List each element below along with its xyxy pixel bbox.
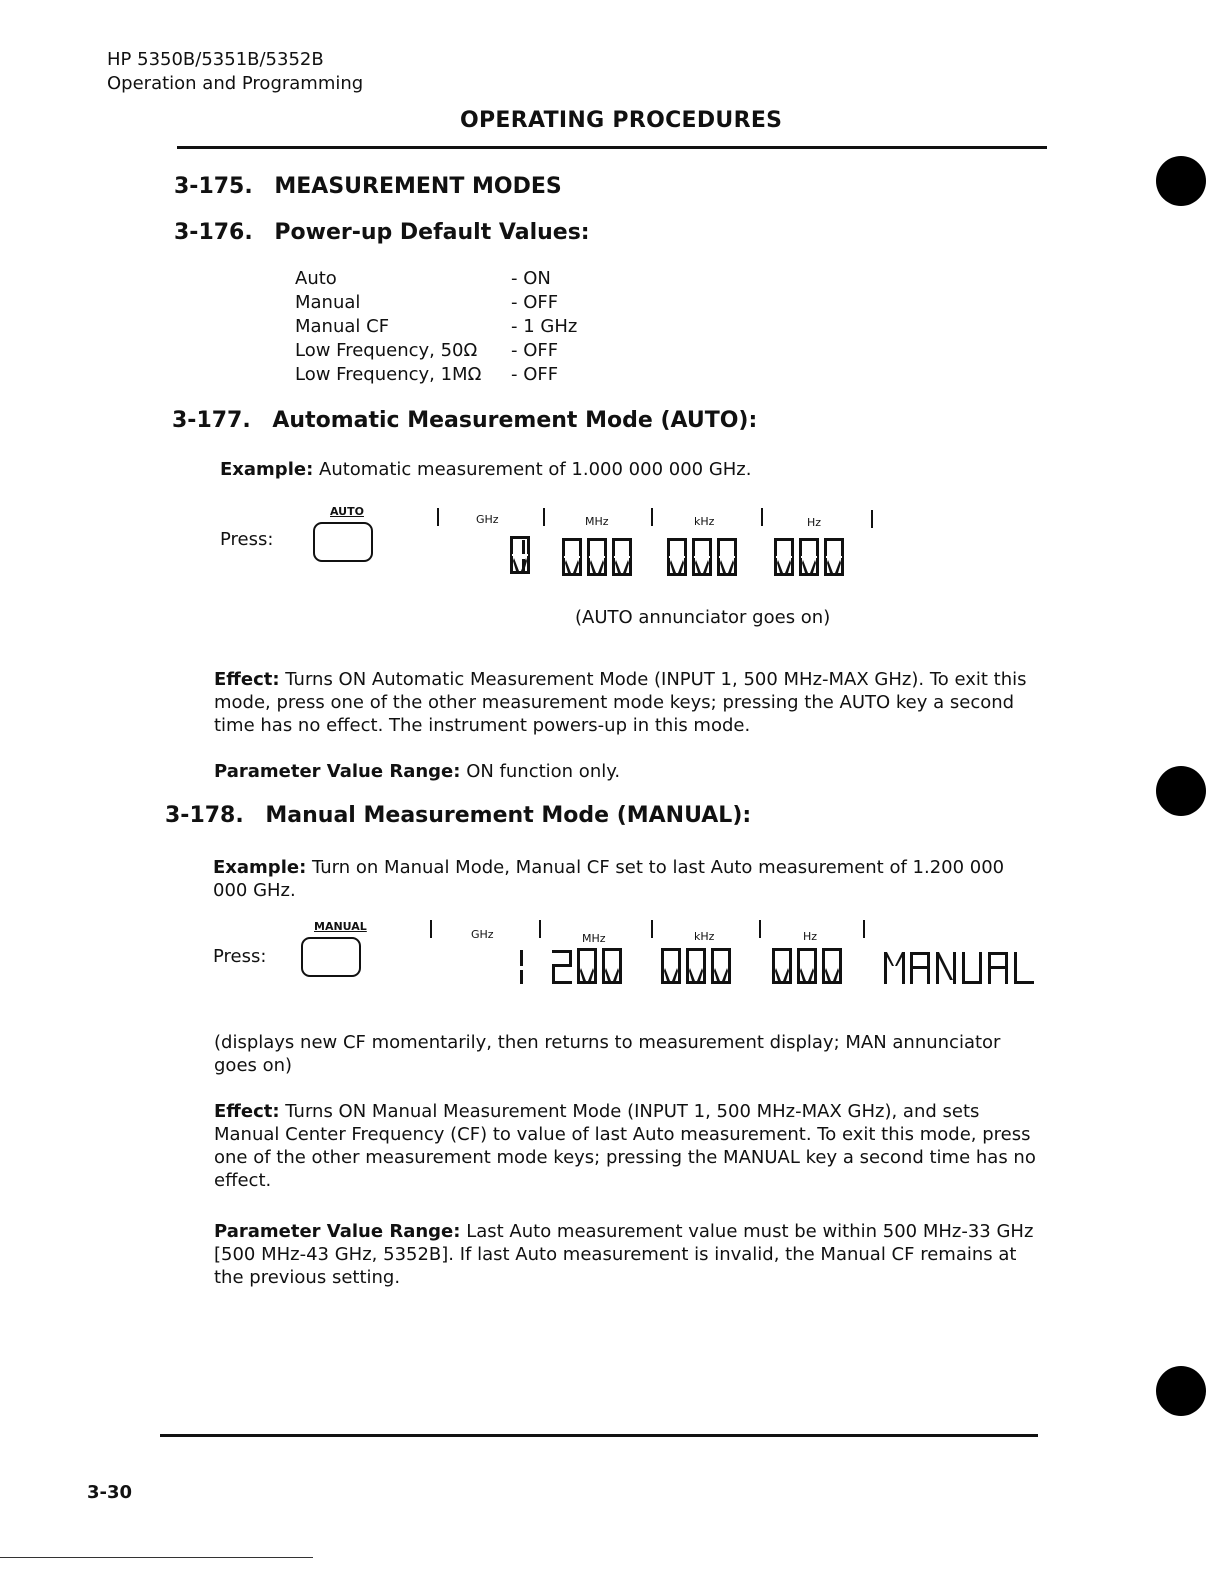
unit-label: MHz	[585, 515, 609, 528]
s175-title: MEASUREMENT MODES	[274, 174, 562, 199]
unit-label: kHz	[694, 930, 715, 943]
s178-heading	[165, 803, 751, 828]
press-label: Press:	[213, 946, 267, 967]
section-heading: OPERATING PROCEDURES	[460, 108, 783, 133]
display-separator	[871, 510, 873, 528]
example-text: Automatic measurement of 1.000 000 000 GHz.	[319, 459, 752, 480]
default-value: - OFF	[511, 340, 559, 361]
default-value: - OFF	[511, 364, 559, 385]
effect-text: Turns ON Automatic Measurement Mode (INPUT 1, 500 MHz-MAX GHz). To exit this mode, press one of the other measurement mode keys; pressing the AUTO key a second time has no effect. The instrument powers-up in this mode.	[214, 669, 1027, 736]
default-label: Auto	[295, 268, 337, 289]
default-label: Manual CF	[295, 316, 390, 337]
s175-number: 3-175.	[174, 174, 253, 199]
range-label: Parameter Value Range:	[214, 761, 461, 782]
s178-effect	[214, 1100, 1044, 1192]
example-text: Turn on Manual Mode, Manual CF set to last Auto measurement of 1.200 000 000 GHz.	[213, 857, 1005, 901]
effect-label: Effect:	[214, 1101, 280, 1122]
doc-model: HP 5350B/5351B/5352B	[107, 49, 324, 70]
manual-display-text	[508, 948, 509, 949]
s177-effect	[214, 668, 1044, 737]
auto-caption: (AUTO annunciator goes on)	[575, 607, 831, 628]
display-separator	[430, 920, 432, 938]
display-separator	[863, 920, 865, 938]
display-separator	[651, 508, 653, 526]
default-label: Manual	[295, 292, 361, 313]
s178-title: Manual Measurement Mode (MANUAL):	[265, 803, 752, 828]
example-label: Example:	[220, 459, 314, 480]
default-label: Low Frequency, 1MΩ	[295, 364, 482, 385]
s176-title: Power-up Default Values:	[274, 220, 590, 245]
bottom-scan-line	[0, 1557, 313, 1558]
range-label: Parameter Value Range:	[214, 1221, 461, 1242]
default-value: - ON	[511, 268, 551, 289]
manual-key-label: MANUAL	[314, 920, 367, 933]
auto-key[interactable]	[313, 522, 373, 562]
range-text: ON function only.	[466, 761, 621, 782]
binder-hole-middle	[1156, 766, 1206, 816]
s177-heading	[172, 408, 757, 433]
s177-title: Automatic Measurement Mode (AUTO):	[272, 408, 758, 433]
display-separator	[651, 920, 653, 938]
page-number: 3-30	[87, 1482, 133, 1503]
default-label: Low Frequency, 50Ω	[295, 340, 478, 361]
auto-key-label: AUTO	[330, 505, 364, 518]
s175-heading	[174, 174, 562, 199]
display-separator	[539, 920, 541, 938]
unit-label: GHz	[476, 513, 499, 526]
s178-number: 3-178.	[165, 803, 244, 828]
press-label: Press:	[220, 529, 274, 550]
header-rule	[177, 146, 1047, 149]
default-value: - OFF	[511, 292, 559, 313]
unit-label: Hz	[807, 516, 822, 529]
display-separator	[437, 508, 439, 526]
s177-range	[214, 760, 620, 783]
auto-display-text	[510, 536, 511, 537]
binder-hole-top	[1156, 156, 1206, 206]
display-separator	[543, 508, 545, 526]
unit-label: MHz	[582, 932, 606, 945]
manual-lcd-display	[508, 948, 1038, 988]
display-separator	[761, 508, 763, 526]
default-value: - 1 GHz	[511, 316, 578, 337]
effect-label: Effect:	[214, 669, 280, 690]
s177-number: 3-177.	[172, 408, 251, 433]
example-label: Example:	[213, 857, 307, 878]
doc-subtitle: Operation and Programming	[107, 73, 364, 94]
display-separator	[759, 920, 761, 938]
s178-example	[213, 856, 1043, 902]
binder-hole-bottom	[1156, 1366, 1206, 1416]
auto-lcd-display	[510, 536, 870, 580]
manual-key[interactable]	[301, 937, 361, 977]
footer-rule	[160, 1434, 1038, 1437]
effect-text: Turns ON Manual Measurement Mode (INPUT 1, 500 MHz-MAX GHz), and sets Manual Center Frequency (CF) to value of last Auto measurement. To exit this mode, press one of the other measurement mode keys; pressing the MANUAL key a second time has no effect.	[214, 1101, 1036, 1191]
s176-number: 3-176.	[174, 220, 253, 245]
unit-label: GHz	[471, 928, 494, 941]
s177-example	[220, 458, 751, 481]
s176-heading	[174, 220, 590, 245]
s178-range	[214, 1220, 1044, 1289]
range-text: Last Auto measurement value must be within 500 MHz-33 GHz [500 MHz-43 GHz, 5352B]. If last Auto measurement is invalid, the Manual CF remains at the previous setting.	[214, 1221, 1034, 1288]
manual-caption: (displays new CF momentarily, then returns to measurement display; MAN annunciator goes on)	[214, 1032, 1001, 1076]
unit-label: Hz	[803, 930, 818, 943]
unit-label: kHz	[694, 515, 715, 528]
